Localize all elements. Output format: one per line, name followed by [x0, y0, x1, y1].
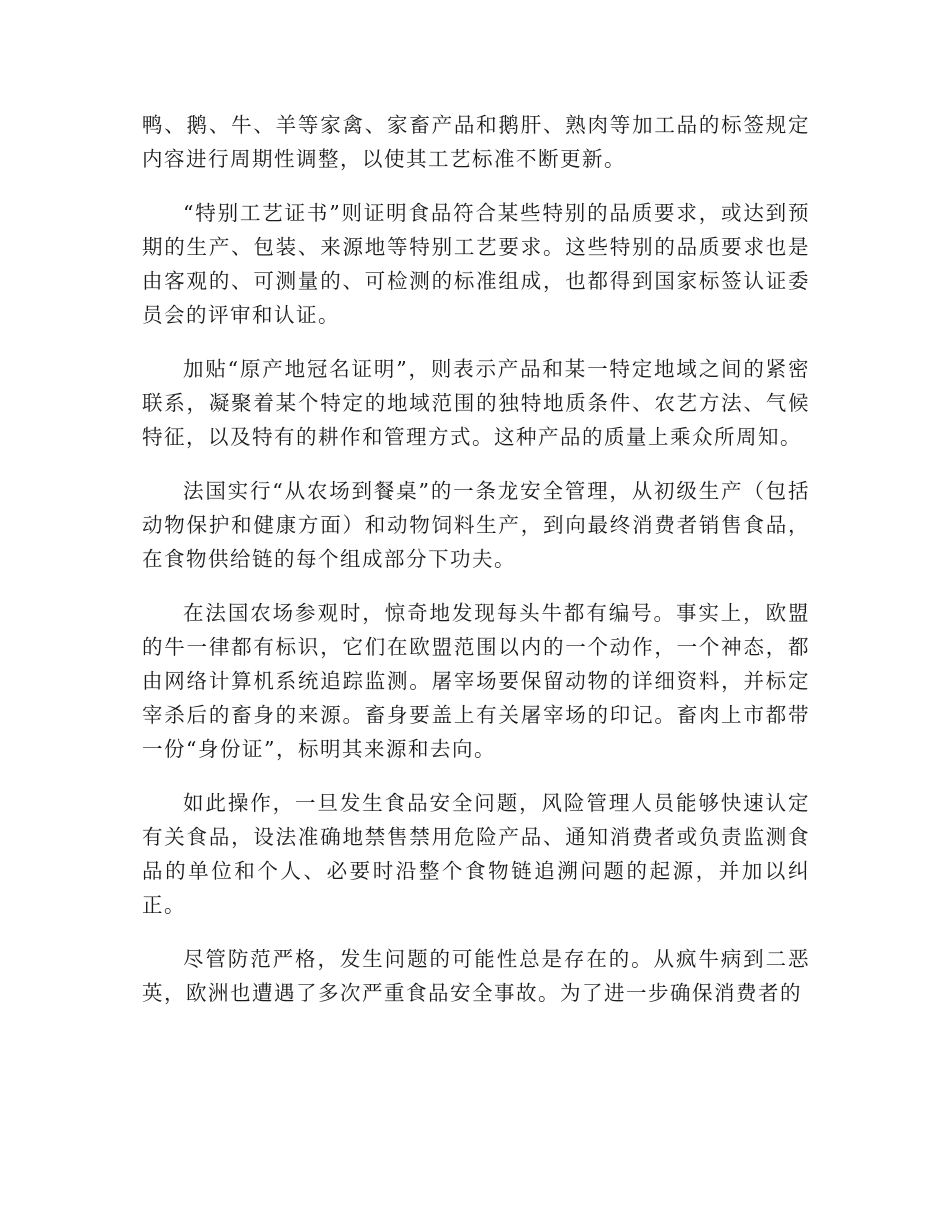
- paragraph: 加贴“原产地冠名证明”，则表示产品和某一特定地域之间的紧密联系，凝聚着某个特定的地域范围的独特地质条件、农艺方法、气候特征，以及特有的耕作和管理方式。这种产品的质量上乘众所周知。: [142, 357, 810, 449]
- paragraph: “特别工艺证书”则证明食品符合某些特别的品质要求，或达到预期的生产、包装、来源地等特别工艺要求。这些特别的品质要求也是由客观的、可测量的、可检测的标准组成，也都得到国家标签认证委员会的评审和认证。: [142, 201, 810, 327]
- document-body: [142, 108, 810, 1030]
- paragraph: 法国实行“从农场到餐桌”的一条龙安全管理，从初级生产（包括动物保护和健康方面）和动物饲料生产，到向最终消费者销售食品，在食物供给链的每个组成部分下功夫。: [142, 479, 810, 571]
- paragraph: 尽管防范严格，发生问题的可能性总是存在的。从疯牛病到二恶英，欧洲也遭遇了多次严重食品安全事故。为了进一步确保消费者的: [142, 947, 810, 1005]
- paragraph: 鸭、鹅、牛、羊等家禽、家畜产品和鹅肝、熟肉等加工品的标签规定内容进行周期性调整，以使其工艺标准不断更新。: [142, 113, 810, 171]
- paragraph: 如此操作，一旦发生食品安全问题，风险管理人员能够快速认定有关食品，设法准确地禁售禁用危险产品、通知消费者或负责监测食品的单位和个人、必要时沿整个食物链追溯问题的起源，并加以纠正。: [142, 791, 810, 917]
- paragraph: 在法国农场参观时，惊奇地发现每头牛都有编号。事实上，欧盟的牛一律都有标识，它们在欧盟范围以内的一个动作，一个神态，都由网络计算机系统追踪监测。屠宰场要保留动物的详细资料，并标定宰杀后的畜身的来源。畜身要盖上有关屠宰场的印记。畜肉上市都带一份“身份证”，标明其来源和去向。: [142, 601, 810, 761]
